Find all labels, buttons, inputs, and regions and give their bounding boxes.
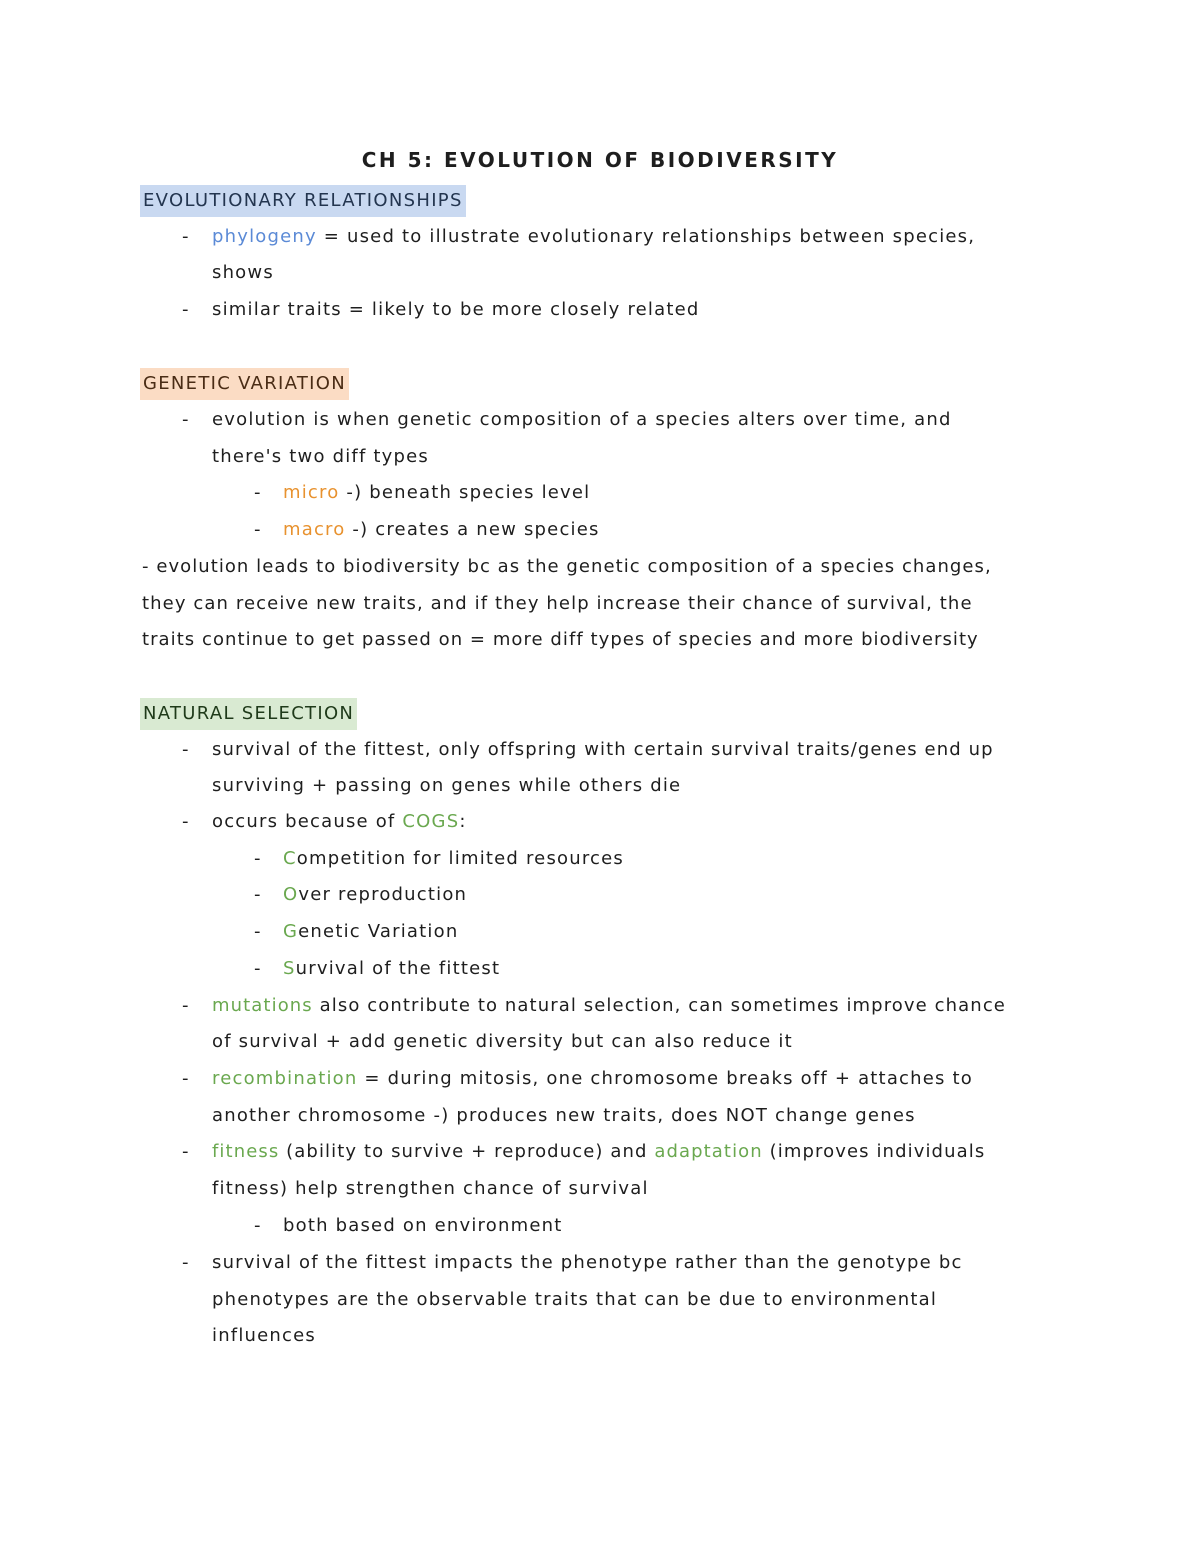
- heading-evolutionary-relationships: EVOLUTIONARY RELATIONSHIPS: [140, 185, 466, 217]
- bullet-text: = during mitosis, one chromosome breaks off + attaches to: [357, 1068, 973, 1089]
- bullet-dash: -: [182, 1068, 189, 1089]
- term-adaptation: adaptation: [654, 1141, 763, 1162]
- bullet-continuation: fitness) help strengthen chance of survival: [212, 1178, 649, 1199]
- bullet-text: = used to illustrate evolutionary relationships between species,: [316, 226, 976, 247]
- bullet-text: occurs because of: [212, 811, 403, 832]
- paragraph-line: - evolution leads to biodiversity bc as the genetic composition of a species changes,: [142, 556, 992, 577]
- sub-bullet-dash: -: [254, 958, 261, 979]
- bullet-continuation: shows: [212, 262, 274, 283]
- term-micro: micro: [283, 482, 340, 503]
- bullet-continuation: surviving + passing on genes while others die: [212, 775, 682, 796]
- sub-bullet-dash: -: [254, 921, 261, 942]
- bullet-continuation: influences: [212, 1325, 316, 1346]
- sub-bullet-macro: [283, 518, 600, 542]
- sub-bullet-environment: both based on environment: [283, 1215, 563, 1236]
- paragraph-line: traits continue to get passed on = more diff types of species and more biodiversity: [142, 629, 979, 650]
- bullet-similar-traits: similar traits = likely to be more closely related: [212, 299, 700, 320]
- bullet-dash: -: [182, 226, 189, 247]
- bullet-phylogeny: [212, 225, 975, 249]
- sub-bullet-text: enetic Variation: [298, 921, 459, 942]
- sub-bullet-text: -) beneath species level: [339, 482, 591, 503]
- sub-bullet-text: ver reproduction: [298, 884, 468, 905]
- bullet-dash: -: [182, 299, 189, 320]
- heading-genetic-variation: GENETIC VARIATION: [140, 368, 349, 400]
- sub-bullet-micro: [283, 481, 590, 505]
- sub-bullet-text: ompetition for limited resources: [296, 848, 625, 869]
- cogs-letter: S: [283, 958, 296, 979]
- sub-bullet-text: -) creates a new species: [345, 519, 600, 540]
- sub-bullet-over-reproduction: [283, 883, 467, 907]
- sub-bullet-text: urvival of the fittest: [295, 958, 501, 979]
- sub-bullet-dash: -: [254, 1215, 261, 1236]
- bullet-dash: -: [182, 1141, 189, 1162]
- cogs-letter: G: [283, 921, 299, 942]
- sub-bullet-dash: -: [254, 482, 261, 503]
- sub-bullet-survival: [283, 957, 500, 981]
- bullet-dash: -: [182, 811, 189, 832]
- bullet-fitness: [212, 1140, 985, 1164]
- sub-bullet-competition: [283, 847, 624, 871]
- bullet-continuation: another chromosome -) produces new traits, does NOT change genes: [212, 1105, 916, 1126]
- bullet-mutations: [212, 994, 1006, 1018]
- bullet-text: also contribute to natural selection, can sometimes improve chance: [312, 995, 1006, 1016]
- bullet-cogs: [212, 810, 467, 834]
- sub-bullet-genetic-variation: [283, 920, 458, 944]
- bullet-dash: -: [182, 739, 189, 760]
- paragraph-line: they can receive new traits, and if they help increase their chance of survival, the: [142, 593, 973, 614]
- term-fitness: fitness: [212, 1141, 280, 1162]
- bullet-dash: -: [182, 409, 189, 430]
- term-recombination: recombination: [212, 1068, 358, 1089]
- sub-bullet-dash: -: [254, 848, 261, 869]
- bullet-evolution: evolution is when genetic composition of a species alters over time, and: [212, 409, 952, 430]
- term-mutations: mutations: [212, 995, 313, 1016]
- cogs-letter: O: [283, 884, 299, 905]
- page-title: CH 5: EVOLUTION OF BIODIVERSITY: [361, 148, 839, 172]
- term-macro: macro: [283, 519, 346, 540]
- cogs-letter: C: [283, 848, 297, 869]
- bullet-dash: -: [182, 1252, 189, 1273]
- bullet-phenotype: survival of the fittest impacts the phenotype rather than the genotype bc: [212, 1252, 963, 1273]
- bullet-text: (ability to survive + reproduce) and: [279, 1141, 655, 1162]
- bullet-continuation: there's two diff types: [212, 446, 429, 467]
- term-phylogeny: phylogeny: [212, 226, 317, 247]
- bullet-survival: survival of the fittest, only offspring with certain survival traits/genes end up: [212, 739, 994, 760]
- bullet-dash: -: [182, 995, 189, 1016]
- bullet-recombination: [212, 1067, 973, 1091]
- bullet-continuation: phenotypes are the observable traits that can be due to environmental: [212, 1289, 938, 1310]
- heading-natural-selection: NATURAL SELECTION: [140, 698, 357, 730]
- bullet-continuation: of survival + add genetic diversity but can also reduce it: [212, 1031, 793, 1052]
- sub-bullet-dash: -: [254, 884, 261, 905]
- bullet-text: (improves individuals: [762, 1141, 986, 1162]
- bullet-text: :: [459, 811, 467, 832]
- term-cogs: COGS: [402, 811, 460, 832]
- sub-bullet-dash: -: [254, 519, 261, 540]
